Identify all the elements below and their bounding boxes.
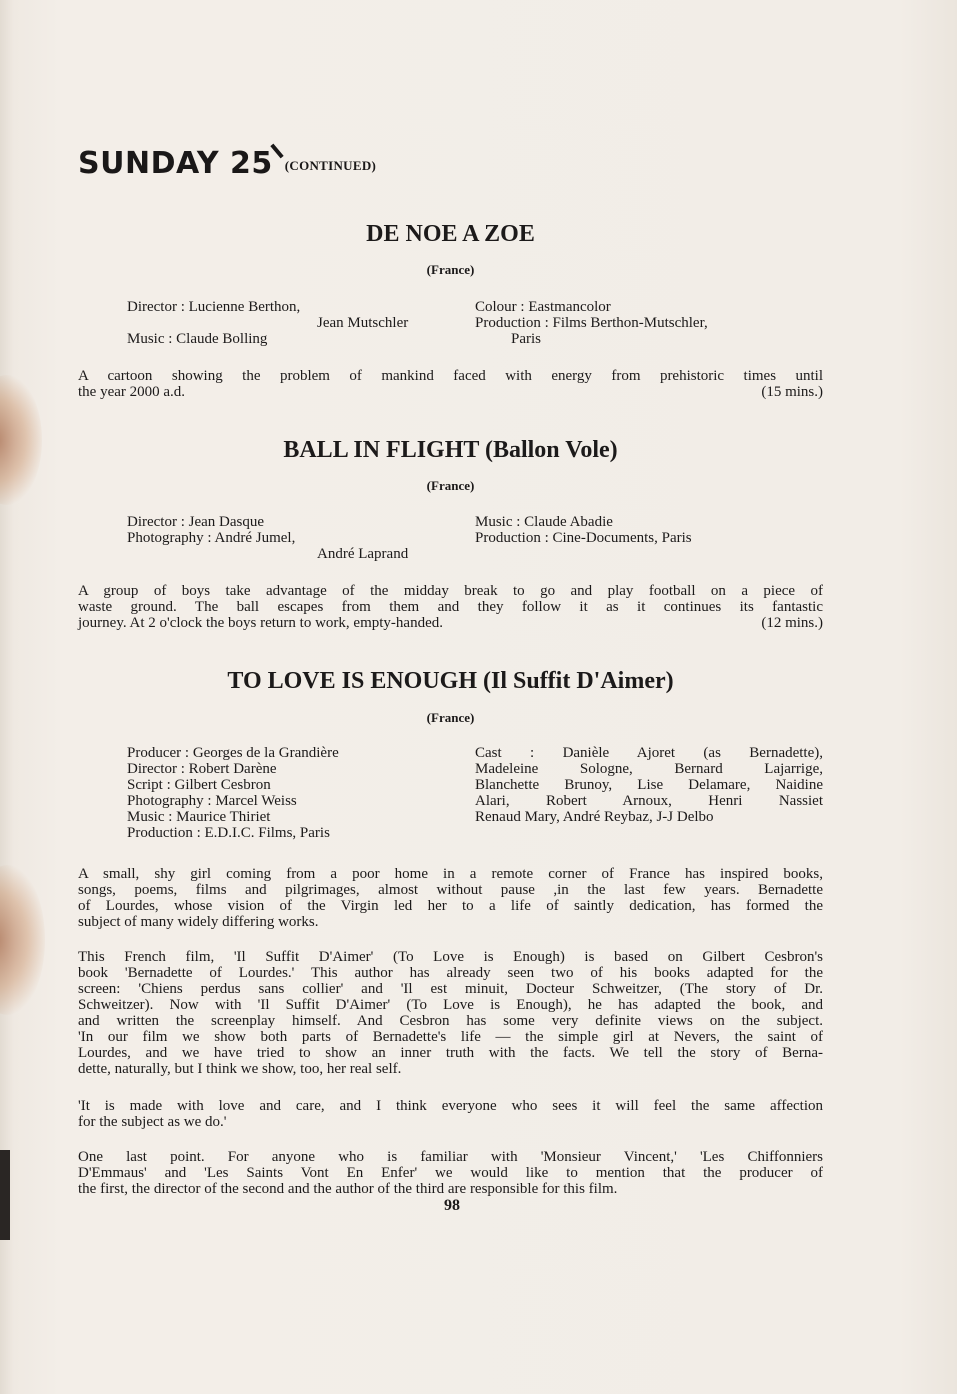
description-paragraph bbox=[78, 949, 823, 1077]
credits-left bbox=[127, 745, 339, 841]
cast-line: Madeleine Sologne, Bernard Lajarrige, bbox=[475, 761, 823, 777]
day-heading bbox=[78, 143, 376, 181]
cast-line: Cast : Danièle Ajoret (as Bernadette), bbox=[475, 745, 823, 761]
stain-mark bbox=[0, 375, 42, 505]
description-paragraph bbox=[78, 866, 823, 930]
credits-right bbox=[475, 299, 708, 347]
paragraph-line: for the subject as we do.' bbox=[78, 1114, 227, 1130]
film-title: DE NOE A ZOE bbox=[366, 221, 535, 247]
synopsis bbox=[78, 368, 823, 400]
credits-right bbox=[475, 514, 692, 546]
paragraph-line: songs, poems, films and pilgrimages, almost without pause ,in the last few years. Bernadette bbox=[78, 882, 823, 898]
credits-left bbox=[127, 299, 408, 347]
paragraph-line: Lourdes, and we have tried to show an inner truth with the facts. We tell the story of Berna- bbox=[78, 1045, 823, 1061]
paragraph-line: dette, naturally, but I think we show, too, her real self. bbox=[78, 1061, 402, 1077]
description-paragraph bbox=[78, 1098, 823, 1130]
stain-mark bbox=[0, 865, 45, 1015]
duration: (12 mins.) bbox=[761, 615, 823, 631]
page-mark: 98 bbox=[444, 1197, 460, 1214]
paragraph-line: A small, shy girl coming from a poor home in a remote corner of France has inspired books, bbox=[78, 866, 823, 882]
description-paragraph bbox=[78, 1149, 823, 1197]
synopsis-line: A group of boys take advantage of the midday break to go and play football on a piece of bbox=[78, 583, 823, 599]
credit-line: Jean Mutschler bbox=[317, 315, 409, 331]
film-title: BALL IN FLIGHT (Ballon Vole) bbox=[283, 437, 618, 463]
cast-line: Blanchette Brunoy, Lise Delamare, Naidine bbox=[475, 777, 823, 793]
paragraph-line: One last point. For anyone who is familiar with 'Monsieur Vincent,' 'Les Chiffonniers bbox=[78, 1149, 823, 1165]
paragraph-line: 'In our film we show both parts of Bernadette's life — the simple girl at Nevers, the saint of bbox=[78, 1029, 823, 1045]
paragraph-line: the first, the director of the second and the author of the third are responsible for this film. bbox=[78, 1181, 618, 1197]
day-title: SUNDAY 25 bbox=[78, 146, 273, 181]
credit-line: Director : Robert Darène bbox=[127, 761, 277, 777]
credit-line: Production : E.D.I.C. Films, Paris bbox=[127, 825, 330, 841]
credit-line: Producer : Georges de la Grandière bbox=[127, 745, 339, 761]
synopsis-line: the year 2000 a.d. (15 mins.) bbox=[78, 384, 823, 400]
film-country: (France) bbox=[426, 478, 475, 493]
cast-line: Alari, Robert Arnoux, Henri Nassiet bbox=[475, 793, 823, 809]
cast-line: Renaud Mary, André Reybaz, J-J Delbo bbox=[475, 809, 714, 825]
binding-edge bbox=[0, 1150, 10, 1240]
credit-line: Director : Lucienne Berthon, bbox=[127, 299, 301, 315]
continued-label: (CONTINUED) bbox=[284, 158, 377, 173]
credits-left bbox=[127, 514, 408, 562]
film-title: TO LOVE IS ENOUGH (Il Suffit D'Aimer) bbox=[227, 668, 674, 694]
paragraph-line: of Lourdes, whose vision of the Virgin led her to a life of saintly dedication, has formed the bbox=[78, 898, 823, 914]
paragraph-line: 'It is made with love and care, and I think everyone who sees it will feel the same affection bbox=[78, 1098, 823, 1114]
credit-line: Music : Claude Abadie bbox=[475, 514, 613, 530]
paragraph-line: This French film, 'Il Suffit D'Aimer' (To Love is Enough) is based on Gilbert Cesbron's bbox=[78, 949, 823, 965]
paragraph-line: book 'Bernadette of Lourdes.' This author has already seen two of his books adapted for the bbox=[78, 965, 823, 981]
synopsis-line: A cartoon showing the problem of mankind faced with energy from prehistoric times until bbox=[78, 368, 823, 384]
paragraph-line: D'Emmaus' and 'Les Saints Vont En Enfer' we would like to mention that the producer of bbox=[78, 1165, 823, 1181]
credit-line: Script : Gilbert Cesbron bbox=[127, 777, 271, 793]
synopsis bbox=[78, 583, 823, 631]
synopsis-line: journey. At 2 o'clock the boys return to work, empty-handed. (12 mins.) bbox=[78, 615, 823, 631]
credit-line: Music : Maurice Thiriet bbox=[127, 809, 271, 825]
duration: (15 mins.) bbox=[761, 384, 823, 400]
credit-line: Production : Cine-Documents, Paris bbox=[475, 530, 692, 546]
credit-line: Production : Films Berthon-Mutschler, bbox=[475, 315, 708, 331]
cast-list bbox=[475, 745, 823, 825]
credit-line: Photography : André Jumel, bbox=[127, 530, 296, 546]
credit-line: Colour : Eastmancolor bbox=[475, 299, 611, 315]
synopsis-line: waste ground. The ball escapes from them and they follow it as it continues its fantastic bbox=[78, 599, 823, 615]
paragraph-line: Schweitzer). Now with 'Il Suffit D'Aimer' (To Love is Enough), he has adapted the book, and bbox=[78, 997, 823, 1013]
paragraph-line: and written the screenplay himself. And Cesbron has some very definite views on the subject. bbox=[78, 1013, 823, 1029]
credit-line: Music : Claude Bolling bbox=[127, 331, 268, 347]
film-country: (France) bbox=[426, 710, 475, 725]
credit-line: Photography : Marcel Weiss bbox=[127, 793, 297, 809]
credit-line: Paris bbox=[511, 331, 541, 347]
paragraph-line: subject of many widely differing works. bbox=[78, 914, 319, 930]
film-country: (France) bbox=[426, 262, 475, 277]
paragraph-line: screen: 'Chiens perdus sans collier' and 'Il est minuit, Docteur Schweitzer, (The story of Dr. bbox=[78, 981, 823, 997]
credit-line: André Laprand bbox=[317, 546, 409, 562]
credit-line: Director : Jean Dasque bbox=[127, 514, 265, 530]
